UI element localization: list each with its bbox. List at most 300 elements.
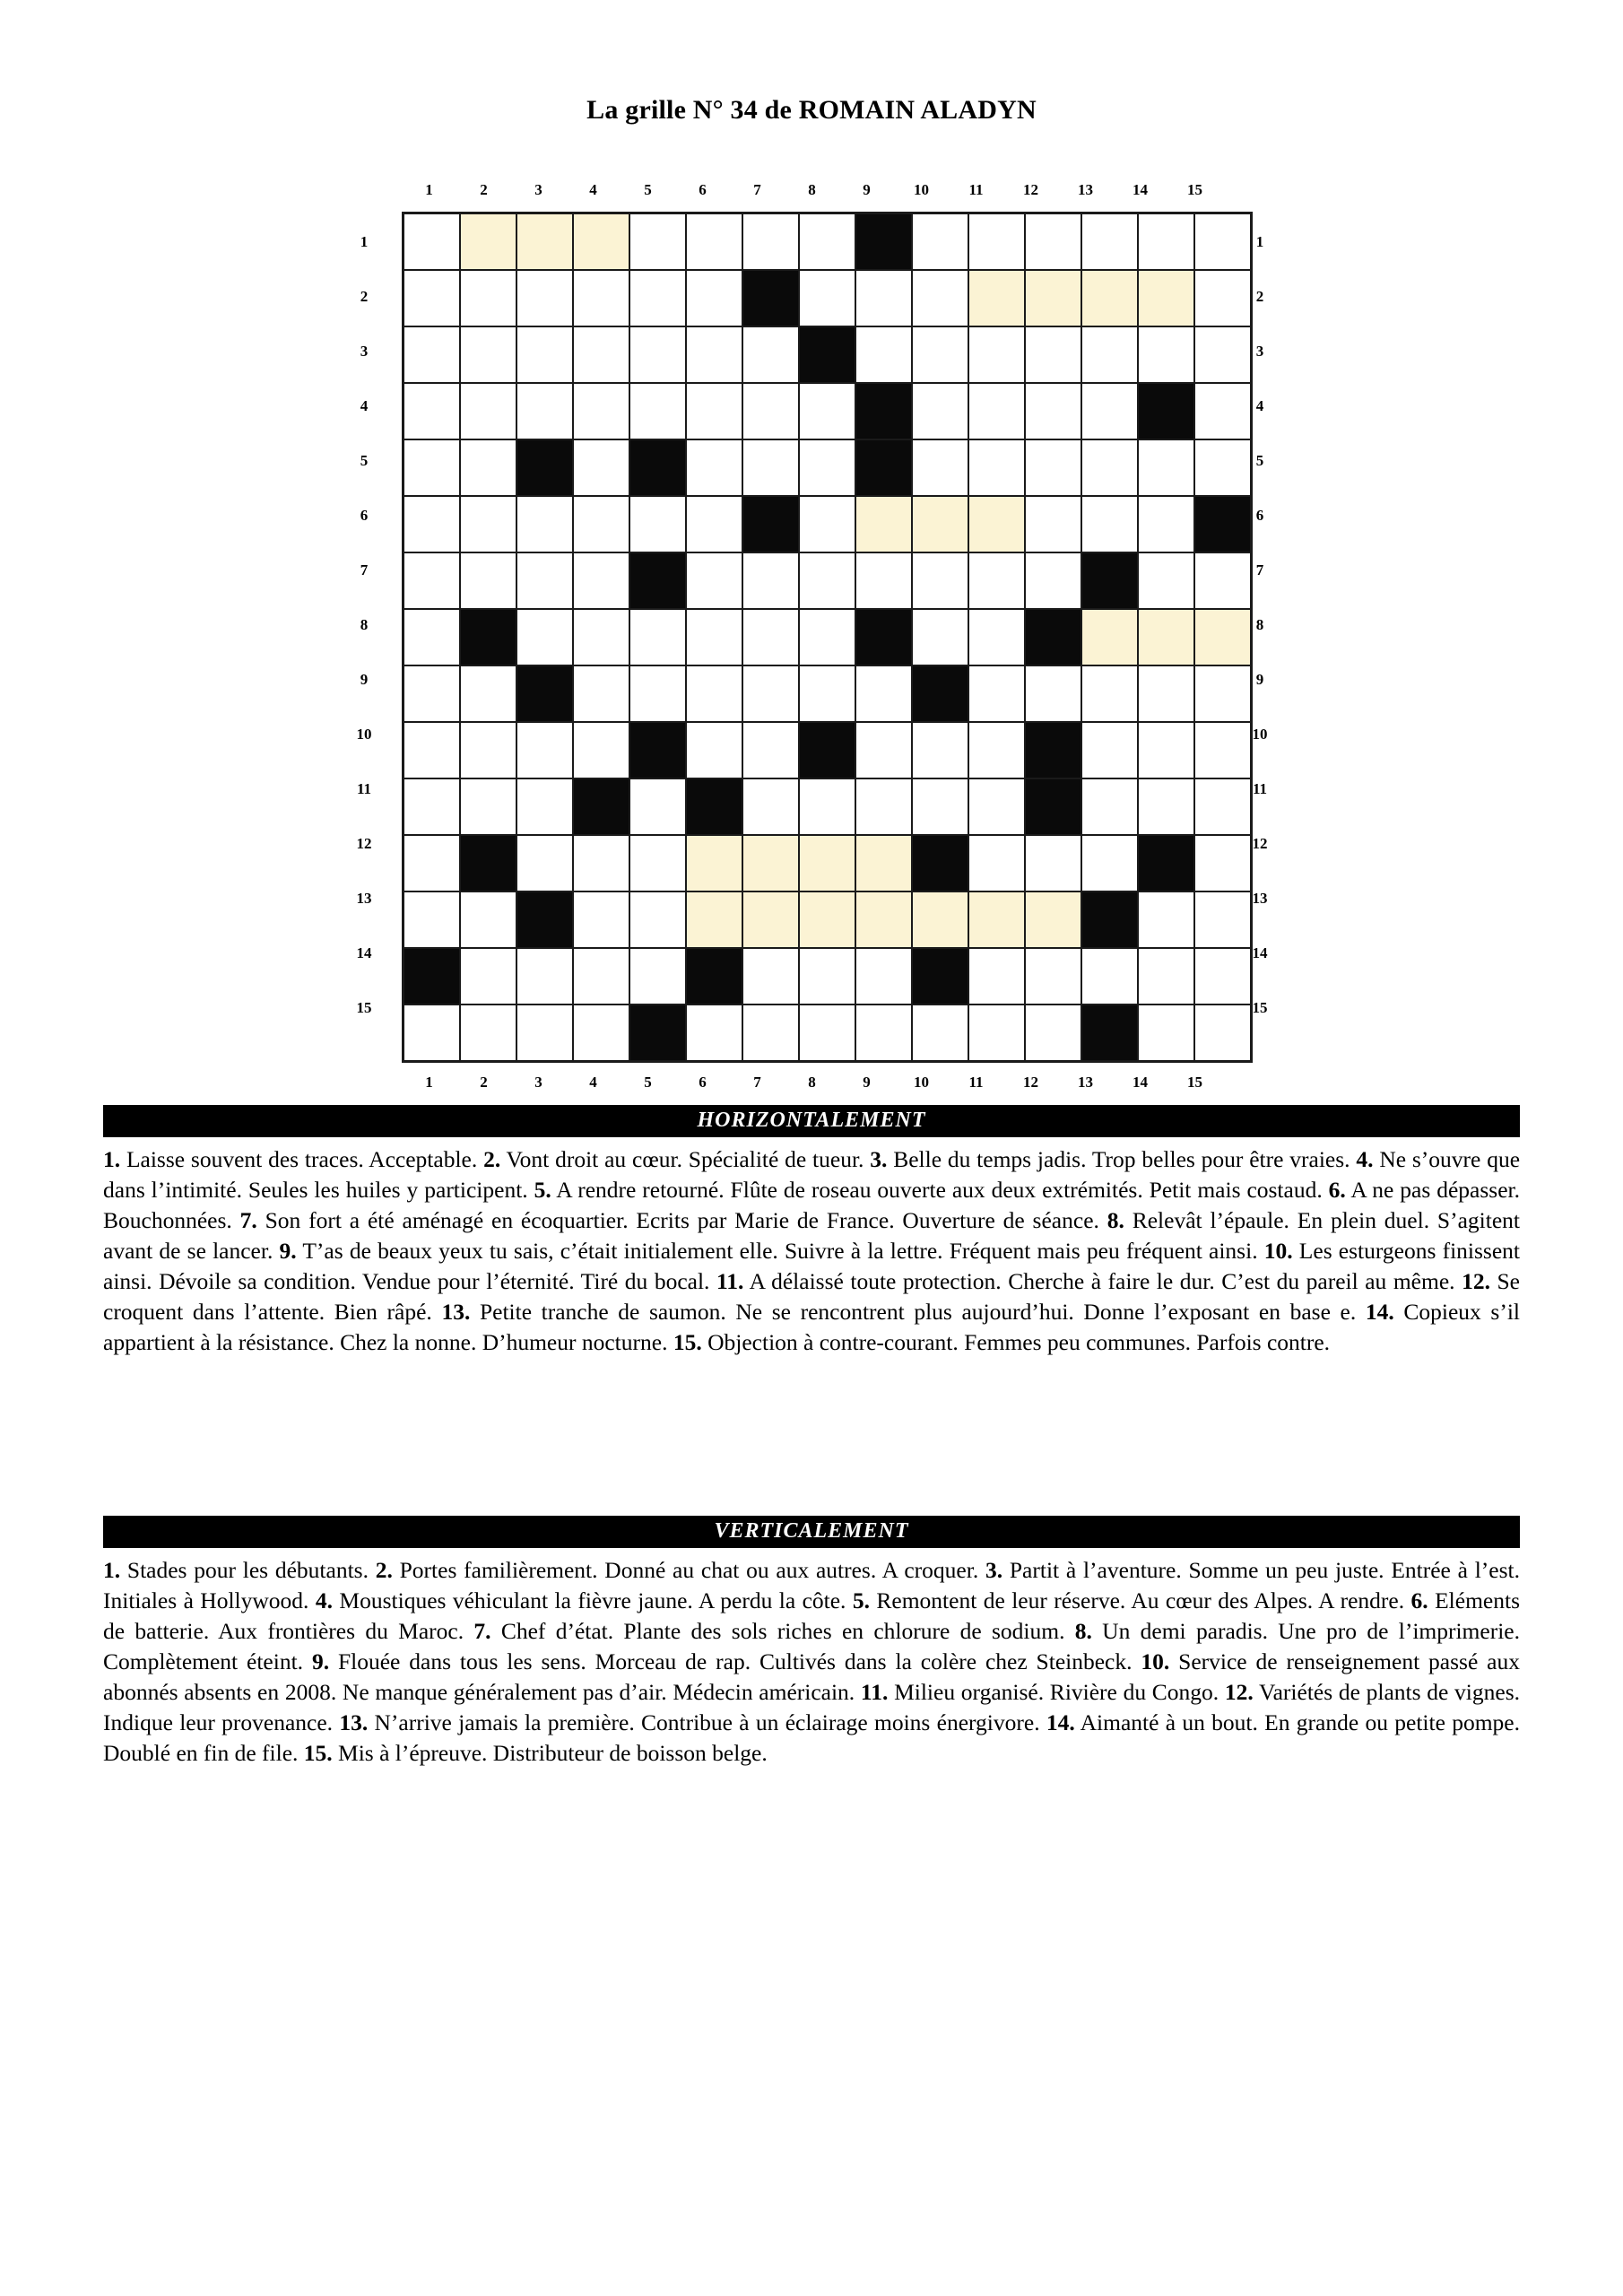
grid-cell[interactable] — [516, 496, 573, 552]
clue-number: 9. — [279, 1237, 297, 1264]
grid-cell[interactable] — [1081, 383, 1138, 439]
grid-cell-highlighted[interactable] — [799, 891, 855, 948]
grid-cell[interactable] — [968, 835, 1025, 891]
grid-cell[interactable] — [1025, 326, 1081, 383]
grid-cell-highlighted[interactable] — [799, 835, 855, 891]
clue-number: 14. — [1046, 1709, 1075, 1735]
clue-text: Copieux s’il appartient à la résistance. Chez la nonne. D’humeur nocturne. — [103, 1298, 1520, 1355]
grid-cell[interactable] — [1081, 439, 1138, 496]
grid-cell[interactable] — [686, 439, 742, 496]
row-number-2: 2 — [360, 288, 369, 305]
row-number-7: 7 — [1255, 561, 1264, 578]
clue-number: 7. — [239, 1207, 257, 1233]
grid-cell[interactable] — [629, 609, 686, 665]
grid-cell[interactable] — [1138, 665, 1194, 722]
grid-cell[interactable] — [912, 213, 968, 271]
clue-number: 12. — [1224, 1678, 1254, 1705]
column-number-9: 9 — [863, 181, 871, 198]
grid-cell[interactable] — [1081, 835, 1138, 891]
grid-cell[interactable] — [1138, 552, 1194, 609]
row-number-10: 10 — [356, 726, 372, 743]
grid-cell[interactable] — [1138, 496, 1194, 552]
grid-cell[interactable] — [1025, 213, 1081, 271]
grid-row — [404, 552, 1252, 609]
clue-text: Variétés de plants de vignes. Indique leur provenance. — [103, 1678, 1520, 1735]
vertical-heading: VERTICALEMENT — [103, 1516, 1520, 1548]
grid-cell[interactable] — [404, 1004, 461, 1062]
clue-number: 4. — [315, 1587, 333, 1614]
clue-number: 12. — [1462, 1267, 1490, 1294]
clue-number: 15. — [303, 1739, 333, 1766]
grid-cell[interactable] — [686, 552, 742, 609]
grid-cell[interactable] — [912, 609, 968, 665]
grid-cell[interactable] — [968, 609, 1025, 665]
column-number-1: 1 — [425, 181, 433, 198]
grid-cell[interactable] — [460, 270, 516, 326]
grid-row — [404, 835, 1252, 891]
grid-cell[interactable] — [573, 665, 629, 722]
grid-cell[interactable] — [404, 609, 461, 665]
grid-cell[interactable] — [799, 383, 855, 439]
grid-cell[interactable] — [1081, 496, 1138, 552]
grid-cell[interactable] — [1025, 552, 1081, 609]
grid-cell-highlighted[interactable] — [460, 213, 516, 271]
grid-cell-highlighted[interactable] — [1025, 891, 1081, 948]
grid-cell[interactable] — [404, 665, 461, 722]
grid-cell-blocked — [1025, 778, 1081, 835]
grid-cell[interactable] — [742, 609, 799, 665]
grid-cell[interactable] — [629, 213, 686, 271]
grid-cell[interactable] — [855, 948, 912, 1004]
grid-cell-highlighted[interactable] — [912, 891, 968, 948]
grid-cell[interactable] — [855, 552, 912, 609]
grid-cell-highlighted[interactable] — [855, 835, 912, 891]
grid-cell[interactable] — [516, 835, 573, 891]
grid-cell[interactable] — [686, 270, 742, 326]
row-number-7: 7 — [360, 561, 369, 578]
grid-and-row-labels — [356, 212, 1268, 1063]
grid-cell[interactable] — [912, 326, 968, 383]
grid-cell[interactable] — [404, 439, 461, 496]
grid-cell[interactable] — [855, 326, 912, 383]
row-number-14: 14 — [1252, 944, 1268, 961]
clue-number: 9. — [311, 1648, 330, 1674]
grid-cell[interactable] — [516, 552, 573, 609]
grid-cell[interactable] — [855, 665, 912, 722]
grid-cell[interactable] — [799, 552, 855, 609]
clue-text: Un demi paradis. Une pro de l’imprimerie. Complètement éteint. — [103, 1618, 1520, 1674]
column-number-8: 8 — [808, 181, 816, 198]
grid-cell[interactable] — [573, 722, 629, 778]
column-number-4: 4 — [589, 181, 597, 198]
grid-cell[interactable] — [1138, 722, 1194, 778]
grid-cell[interactable] — [742, 722, 799, 778]
grid-cell[interactable] — [573, 948, 629, 1004]
grid-cell[interactable] — [460, 1004, 516, 1062]
clue-number: 5. — [534, 1177, 551, 1204]
grid-cell[interactable] — [912, 383, 968, 439]
grid-cell-highlighted[interactable] — [1081, 270, 1138, 326]
row-number-6: 6 — [360, 507, 369, 524]
grid-cell-blocked — [460, 835, 516, 891]
grid-cell-highlighted[interactable] — [912, 496, 968, 552]
grid-cell[interactable] — [1025, 948, 1081, 1004]
grid-cell[interactable] — [1025, 383, 1081, 439]
grid-cell-highlighted[interactable] — [1138, 609, 1194, 665]
clue-text: A délaissé toute protection. Cherche à faire le dur. C’est du pareil au même. — [743, 1267, 1462, 1294]
grid-cell[interactable] — [629, 496, 686, 552]
grid-cell[interactable] — [1138, 1004, 1194, 1062]
grid-cell[interactable] — [1138, 891, 1194, 948]
clue-text: Belle du temps jadis. Trop belles pour être vraies. — [887, 1146, 1357, 1173]
grid-cell[interactable] — [404, 270, 461, 326]
row-number-13: 13 — [1252, 890, 1268, 907]
clue-number: 6. — [1328, 1177, 1346, 1204]
grid-cell[interactable] — [404, 722, 461, 778]
grid-row — [404, 439, 1252, 496]
grid-cell[interactable] — [573, 270, 629, 326]
grid-cell[interactable] — [460, 439, 516, 496]
column-header-top — [402, 170, 1222, 212]
grid-cell-blocked — [629, 1004, 686, 1062]
grid-cell[interactable] — [742, 1004, 799, 1062]
horizontal-heading: HORIZONTALEMENT — [103, 1105, 1520, 1137]
clue-number: 3. — [985, 1557, 1003, 1584]
grid-cell[interactable] — [629, 270, 686, 326]
clue-number: 10. — [1141, 1648, 1170, 1674]
crossword-grid[interactable] — [402, 212, 1253, 1063]
grid-cell-highlighted[interactable] — [742, 835, 799, 891]
row-number-15: 15 — [1252, 999, 1268, 1016]
grid-cell[interactable] — [855, 778, 912, 835]
grid-cell[interactable] — [742, 665, 799, 722]
grid-cell[interactable] — [1081, 665, 1138, 722]
clue-text: Vont droit au cœur. Spécialité de tueur. — [500, 1146, 871, 1173]
clue-number: 15. — [673, 1328, 702, 1355]
clue-number: 4. — [1356, 1146, 1374, 1173]
grid-cell-blocked — [686, 948, 742, 1004]
grid-cell-highlighted[interactable] — [855, 496, 912, 552]
grid-row — [404, 609, 1252, 665]
grid-cell[interactable] — [516, 383, 573, 439]
grid-cell[interactable] — [516, 609, 573, 665]
column-number-15: 15 — [1187, 181, 1202, 198]
row-number-15: 15 — [356, 999, 372, 1016]
column-number-10: 10 — [914, 1074, 929, 1091]
grid-cell-blocked — [855, 213, 912, 271]
grid-cell[interactable] — [799, 778, 855, 835]
grid-cell-blocked — [799, 722, 855, 778]
grid-cell-blocked — [404, 948, 461, 1004]
grid-cell[interactable] — [686, 1004, 742, 1062]
grid-cell[interactable] — [460, 891, 516, 948]
grid-cell[interactable] — [912, 722, 968, 778]
column-number-2: 2 — [480, 1074, 488, 1091]
row-number-14: 14 — [356, 944, 372, 961]
grid-cell[interactable] — [516, 778, 573, 835]
grid-cell[interactable] — [968, 948, 1025, 1004]
grid-cell[interactable] — [855, 270, 912, 326]
column-number-14: 14 — [1133, 181, 1148, 198]
grid-cell[interactable] — [404, 835, 461, 891]
clue-text: Son fort a été aménagé en écoquartier. Ecrits par Marie de France. Ouverture de séance. — [256, 1207, 1107, 1233]
grid-cell-blocked — [912, 665, 968, 722]
column-number-7: 7 — [753, 1074, 761, 1091]
clue-number: 2. — [483, 1146, 501, 1173]
column-number-12: 12 — [1023, 181, 1038, 198]
grid-cell[interactable] — [968, 1004, 1025, 1062]
grid-cell-highlighted[interactable] — [968, 270, 1025, 326]
grid-cell-highlighted[interactable] — [686, 835, 742, 891]
grid-cell[interactable] — [742, 383, 799, 439]
grid-cell[interactable] — [1138, 439, 1194, 496]
grid-cell[interactable] — [460, 665, 516, 722]
clue-text: Remontent de leur réserve. Au cœur des Alpes. A rendre. — [869, 1587, 1411, 1614]
grid-cell[interactable] — [1138, 948, 1194, 1004]
grid-cell[interactable] — [573, 1004, 629, 1062]
grid-cell[interactable] — [404, 552, 461, 609]
grid-cell[interactable] — [799, 270, 855, 326]
grid-cell[interactable] — [855, 722, 912, 778]
clue-number: 7. — [473, 1618, 491, 1644]
clue-text: Mis à l’épreuve. Distributeur de boisson belge. — [332, 1739, 768, 1766]
grid-cell-blocked — [629, 722, 686, 778]
column-number-3: 3 — [534, 181, 542, 198]
grid-cell[interactable] — [460, 326, 516, 383]
vertical-clue-list — [103, 1555, 1520, 1768]
row-number-9: 9 — [360, 671, 369, 688]
grid-cell-blocked — [742, 270, 799, 326]
grid-cell[interactable] — [1081, 722, 1138, 778]
grid-cell[interactable] — [404, 496, 461, 552]
grid-row — [404, 722, 1252, 778]
grid-cell[interactable] — [968, 439, 1025, 496]
grid-cell[interactable] — [1081, 948, 1138, 1004]
grid-cell[interactable] — [799, 496, 855, 552]
clue-text: Moustiques véhiculant la fièvre jaune. A perdu la côte. — [333, 1587, 853, 1614]
grid-cell-blocked — [629, 439, 686, 496]
row-number-1: 1 — [360, 233, 369, 250]
grid-cell[interactable] — [404, 213, 461, 271]
clue-text: Petite tranche de saumon. Ne se rencontrent plus aujourd’hui. Donne l’exposant en base e. — [470, 1298, 1366, 1325]
clue-number: 3. — [870, 1146, 888, 1173]
grid-cell-highlighted[interactable] — [1081, 609, 1138, 665]
grid-cell[interactable] — [742, 213, 799, 271]
grid-cell-blocked — [1025, 722, 1081, 778]
grid-cell[interactable] — [573, 609, 629, 665]
row-number-3: 3 — [360, 343, 369, 360]
grid-cell[interactable] — [855, 1004, 912, 1062]
row-number-8: 8 — [1255, 616, 1264, 633]
grid-cell[interactable] — [686, 383, 742, 439]
grid-cell[interactable] — [686, 722, 742, 778]
grid-cell[interactable] — [404, 383, 461, 439]
grid-cell[interactable] — [573, 496, 629, 552]
grid-cell[interactable] — [912, 778, 968, 835]
clue-number: 5. — [852, 1587, 870, 1614]
column-number-5: 5 — [644, 1074, 652, 1091]
grid-cell[interactable] — [799, 1004, 855, 1062]
grid-cell[interactable] — [968, 778, 1025, 835]
row-number-5: 5 — [1255, 452, 1264, 469]
row-number-5: 5 — [360, 452, 369, 469]
grid-cell-blocked — [855, 439, 912, 496]
clue-text: Eléments de batterie. Aux frontières du Maroc. — [103, 1587, 1520, 1644]
clue-text: Portes familièrement. Donné au chat ou aux autres. A croquer. — [392, 1557, 985, 1584]
grid-cell[interactable] — [629, 835, 686, 891]
grid-cell-highlighted[interactable] — [968, 496, 1025, 552]
row-number-11: 11 — [356, 780, 372, 797]
grid-cell[interactable] — [686, 496, 742, 552]
grid-cell[interactable] — [742, 778, 799, 835]
grid-cell-highlighted[interactable] — [742, 891, 799, 948]
grid-cell[interactable] — [460, 552, 516, 609]
row-number-12: 12 — [356, 835, 372, 852]
row-number-8: 8 — [360, 616, 369, 633]
grid-cell-blocked — [686, 778, 742, 835]
grid-cell[interactable] — [629, 383, 686, 439]
grid-cell[interactable] — [629, 948, 686, 1004]
grid-cell[interactable] — [573, 891, 629, 948]
grid-cell[interactable] — [742, 948, 799, 1004]
grid-cell[interactable] — [1025, 496, 1081, 552]
clue-text: Stades pour les débutants. — [120, 1557, 376, 1584]
grid-cell[interactable] — [686, 326, 742, 383]
clue-text: Se croquent dans l’attente. Bien râpé. — [103, 1267, 1520, 1325]
grid-cell-highlighted[interactable] — [855, 891, 912, 948]
column-number-6: 6 — [699, 1074, 707, 1091]
grid-cell[interactable] — [404, 891, 461, 948]
column-number-6: 6 — [699, 181, 707, 198]
grid-row — [404, 891, 1252, 948]
grid-cell-blocked — [1138, 835, 1194, 891]
grid-cell[interactable] — [799, 665, 855, 722]
grid-cell[interactable] — [1025, 439, 1081, 496]
grid-cell[interactable] — [404, 326, 461, 383]
grid-cell[interactable] — [968, 383, 1025, 439]
grid-cell[interactable] — [516, 326, 573, 383]
grid-row — [404, 326, 1252, 383]
clue-text: Service de renseignement passé aux abonnés absents en 2008. Ne manque généralement pas d’air. Médecin américain. — [103, 1648, 1520, 1705]
grid-cell-highlighted[interactable] — [573, 213, 629, 271]
grid-cell[interactable] — [629, 326, 686, 383]
grid-cell[interactable] — [686, 665, 742, 722]
grid-cell-blocked — [460, 609, 516, 665]
grid-cell-blocked — [1081, 891, 1138, 948]
grid-cell[interactable] — [912, 439, 968, 496]
column-number-15: 15 — [1187, 1074, 1202, 1091]
grid-cell[interactable] — [460, 948, 516, 1004]
grid-cell[interactable] — [912, 1004, 968, 1062]
grid-cell[interactable] — [404, 778, 461, 835]
grid-cell[interactable] — [516, 948, 573, 1004]
grid-cell-blocked — [1025, 609, 1081, 665]
column-number-1: 1 — [425, 1074, 433, 1091]
grid-cell[interactable] — [968, 326, 1025, 383]
grid-cell-blocked — [855, 609, 912, 665]
grid-cell[interactable] — [968, 213, 1025, 271]
grid-cell-highlighted[interactable] — [968, 891, 1025, 948]
grid-cell[interactable] — [460, 778, 516, 835]
page-title: La grille N° 34 de ROMAIN ALADYN — [586, 95, 1037, 125]
grid-cell[interactable] — [1138, 778, 1194, 835]
clue-number: 10. — [1263, 1237, 1293, 1264]
grid-cell[interactable] — [460, 722, 516, 778]
grid-cell[interactable] — [1081, 778, 1138, 835]
clue-text: Milieu organisé. Rivière du Congo. — [888, 1678, 1225, 1705]
row-number-10: 10 — [1252, 726, 1268, 743]
grid-cell[interactable] — [686, 609, 742, 665]
clue-text: N’arrive jamais la première. Contribue à un éclairage moins énergivore. — [368, 1709, 1046, 1735]
grid-cell[interactable] — [629, 891, 686, 948]
grid-row — [404, 665, 1252, 722]
grid-cell[interactable] — [799, 439, 855, 496]
grid-cell[interactable] — [742, 326, 799, 383]
grid-cell[interactable] — [516, 270, 573, 326]
grid-cell[interactable] — [968, 552, 1025, 609]
grid-cell[interactable] — [742, 552, 799, 609]
grid-cell[interactable] — [573, 439, 629, 496]
grid-row — [404, 948, 1252, 1004]
grid-cell[interactable] — [686, 213, 742, 271]
grid-cell-highlighted[interactable] — [516, 213, 573, 271]
clue-text: A ne pas dépasser. Bouchonnées. — [103, 1177, 1520, 1233]
grid-cell[interactable] — [1025, 1004, 1081, 1062]
row-number-2: 2 — [1255, 288, 1264, 305]
grid-cell-highlighted[interactable] — [1138, 270, 1194, 326]
row-number-11: 11 — [1252, 780, 1268, 797]
row-number-3: 3 — [1255, 343, 1264, 360]
grid-cell[interactable] — [1025, 835, 1081, 891]
row-number-12: 12 — [1252, 835, 1268, 852]
grid-cell[interactable] — [573, 835, 629, 891]
grid-cell[interactable] — [460, 496, 516, 552]
grid-cell-highlighted[interactable] — [1025, 270, 1081, 326]
grid-cell-highlighted[interactable] — [686, 891, 742, 948]
clue-number: 8. — [1107, 1207, 1124, 1233]
grid-cell[interactable] — [516, 1004, 573, 1062]
grid-cell[interactable] — [573, 326, 629, 383]
grid-cell[interactable] — [629, 665, 686, 722]
grid-cell[interactable] — [1138, 213, 1194, 271]
grid-cell[interactable] — [799, 948, 855, 1004]
grid-row — [404, 1004, 1252, 1062]
grid-cell[interactable] — [1138, 326, 1194, 383]
grid-cell-blocked — [1081, 1004, 1138, 1062]
column-number-14: 14 — [1133, 1074, 1148, 1091]
grid-cell[interactable] — [1081, 326, 1138, 383]
grid-cell[interactable] — [629, 778, 686, 835]
grid-cell[interactable] — [968, 665, 1025, 722]
grid-cell[interactable] — [460, 383, 516, 439]
clue-text: A rendre retourné. Flûte de roseau ouverte aux deux extrémités. Petit mais costaud. — [551, 1177, 1329, 1204]
grid-cell[interactable] — [573, 383, 629, 439]
grid-cell[interactable] — [968, 722, 1025, 778]
grid-cell[interactable] — [912, 552, 968, 609]
grid-cell[interactable] — [1081, 213, 1138, 271]
grid-cell[interactable] — [573, 552, 629, 609]
column-number-13: 13 — [1078, 1074, 1093, 1091]
grid-cell[interactable] — [742, 439, 799, 496]
grid-cell[interactable] — [912, 270, 968, 326]
column-header-bottom — [402, 1063, 1222, 1104]
row-number-4: 4 — [1255, 397, 1264, 414]
grid-cell[interactable] — [799, 609, 855, 665]
grid-cell[interactable] — [516, 722, 573, 778]
column-number-7: 7 — [753, 181, 761, 198]
grid-cell[interactable] — [799, 213, 855, 271]
grid-cell[interactable] — [1025, 665, 1081, 722]
